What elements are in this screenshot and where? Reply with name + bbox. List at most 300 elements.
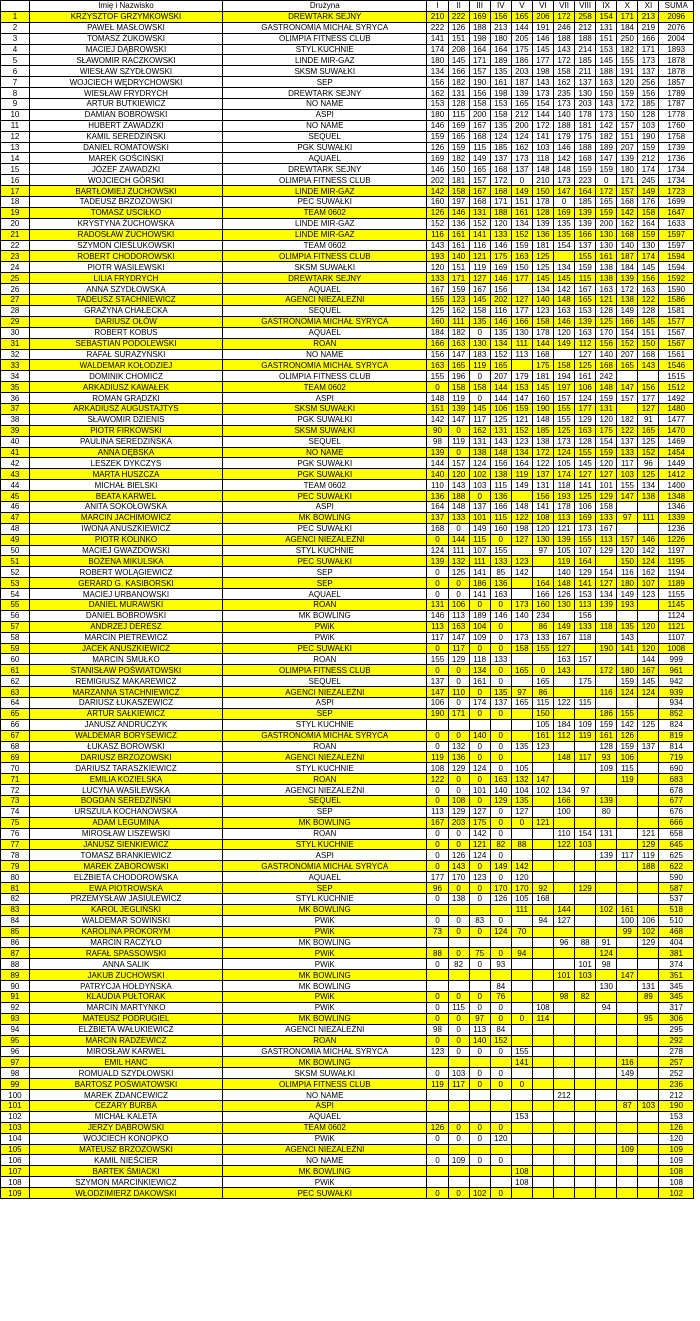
score-cell: 171: [469, 55, 490, 66]
score-cell: 173: [554, 436, 575, 447]
score-cell: 258: [575, 11, 596, 22]
score-cell: 130: [596, 981, 617, 992]
score-cell: 145: [469, 403, 490, 414]
score-cell: [596, 1133, 617, 1144]
score-cell: 167: [427, 284, 448, 295]
score-cell: 106: [638, 915, 659, 926]
sum-cell: 1155: [659, 589, 694, 600]
score-cell: 165: [490, 360, 511, 371]
team-cell: PEC SUWAŁKI: [223, 491, 427, 502]
score-cell: [427, 1111, 448, 1122]
table-row: [1, 708, 694, 719]
table-row: [1, 44, 694, 55]
team-cell: STYL KUCHNIE: [223, 894, 427, 905]
score-cell: 94: [596, 1002, 617, 1013]
score-cell: 106: [617, 752, 638, 763]
score-cell: 159: [511, 240, 532, 251]
score-cell: 128: [448, 99, 469, 110]
score-cell: [638, 752, 659, 763]
score-cell: 222: [427, 22, 448, 33]
score-cell: 144: [638, 654, 659, 665]
score-cell: 148: [511, 501, 532, 512]
score-cell: [575, 1024, 596, 1035]
team-cell: PEC SUWAŁKI: [223, 643, 427, 654]
player-name-cell: TOMASZ BRANKIEWICZ: [29, 850, 222, 861]
score-cell: [554, 817, 575, 828]
score-cell: [448, 981, 469, 992]
score-cell: 256: [638, 77, 659, 88]
score-cell: 161: [617, 904, 638, 915]
score-cell: 105: [554, 545, 575, 556]
score-cell: 185: [532, 425, 553, 436]
table-row: [1, 469, 694, 480]
score-cell: 121: [532, 817, 553, 828]
team-cell: GASTRONOMIA MICHAŁ SYRYCA: [223, 1046, 427, 1057]
score-cell: 0: [448, 425, 469, 436]
score-cell: 158: [554, 360, 575, 371]
table-row: [1, 643, 694, 654]
player-name-cell: ANNA SALIK: [29, 959, 222, 970]
score-cell: 153: [511, 382, 532, 393]
score-cell: 175: [469, 817, 490, 828]
score-cell: [596, 992, 617, 1003]
score-cell: 124: [427, 545, 448, 556]
sum-cell: 690: [659, 763, 694, 774]
table-row: [1, 654, 694, 665]
score-cell: [511, 578, 532, 589]
score-cell: 124: [511, 131, 532, 142]
table-row: [1, 632, 694, 643]
score-cell: 166: [532, 589, 553, 600]
table-row: [1, 99, 694, 110]
score-cell: [532, 1177, 553, 1188]
score-cell: 140: [596, 349, 617, 360]
team-cell: SEP: [223, 708, 427, 719]
score-cell: 181: [532, 240, 553, 251]
score-cell: [596, 1046, 617, 1057]
score-cell: 101: [469, 785, 490, 796]
score-cell: [448, 1144, 469, 1155]
score-cell: 203: [511, 66, 532, 77]
sum-cell: 1470: [659, 425, 694, 436]
table-row: [1, 251, 694, 262]
player-name-cell: ARKADIUSZ KAWAŁEK: [29, 382, 222, 393]
score-cell: 182: [448, 153, 469, 164]
score-cell: [638, 806, 659, 817]
score-cell: [575, 1057, 596, 1068]
sum-cell: 252: [659, 1068, 694, 1079]
sum-cell: 1107: [659, 632, 694, 643]
score-cell: 158: [638, 207, 659, 218]
score-cell: 194: [554, 371, 575, 382]
rank-cell: 9: [1, 99, 30, 110]
score-cell: 123: [511, 436, 532, 447]
score-cell: [638, 730, 659, 741]
team-cell: SEP: [223, 806, 427, 817]
score-cell: 0: [448, 785, 469, 796]
sum-cell: 1469: [659, 436, 694, 447]
score-cell: 188: [469, 22, 490, 33]
score-cell: [532, 1144, 553, 1155]
score-cell: 189: [469, 610, 490, 621]
score-cell: 152: [511, 229, 532, 240]
score-cell: 167: [575, 284, 596, 295]
rank-cell: 30: [1, 327, 30, 338]
score-cell: 155: [617, 55, 638, 66]
player-name-cell: WIESŁAW SZYDŁOWSKI: [29, 66, 222, 77]
score-cell: 144: [490, 382, 511, 393]
score-cell: 159: [511, 403, 532, 414]
score-cell: 167: [427, 817, 448, 828]
score-cell: 165: [448, 131, 469, 142]
sum-cell: 587: [659, 883, 694, 894]
score-cell: 169: [469, 11, 490, 22]
score-cell: 115: [448, 1002, 469, 1013]
score-cell: 155: [575, 251, 596, 262]
score-cell: 151: [448, 262, 469, 273]
score-cell: 139: [575, 207, 596, 218]
score-cell: 134: [554, 262, 575, 273]
score-cell: [427, 981, 448, 992]
team-cell: LINDE MIR-GAZ: [223, 229, 427, 240]
score-cell: 143: [427, 240, 448, 251]
score-cell: 175: [575, 676, 596, 687]
score-cell: [448, 970, 469, 981]
score-cell: 158: [596, 501, 617, 512]
table-row: [1, 197, 694, 208]
score-cell: [596, 1079, 617, 1090]
table-row: [1, 11, 694, 22]
score-cell: [638, 1144, 659, 1155]
player-name-cell: MACIEJ GWAZDOWSKI: [29, 545, 222, 556]
player-name-cell: WIESŁAW FRYDRYCH: [29, 88, 222, 99]
team-cell: SKSM SUWAŁKI: [223, 425, 427, 436]
score-cell: 125: [575, 360, 596, 371]
player-name-cell: RADOSŁAW ŻUCHOWSKI: [29, 229, 222, 240]
score-cell: [617, 861, 638, 872]
score-cell: 84: [490, 981, 511, 992]
score-cell: 166: [554, 796, 575, 807]
score-cell: 171: [490, 197, 511, 208]
score-cell: 0: [469, 643, 490, 654]
table-row: [1, 948, 694, 959]
score-cell: [617, 1133, 638, 1144]
score-cell: 104: [469, 621, 490, 632]
score-cell: [427, 1057, 448, 1068]
score-cell: 116: [617, 567, 638, 578]
table-row: [1, 763, 694, 774]
score-cell: 133: [490, 556, 511, 567]
score-cell: 0: [469, 959, 490, 970]
score-cell: [448, 1177, 469, 1188]
score-cell: 153: [575, 589, 596, 600]
score-cell: 145: [638, 316, 659, 327]
score-cell: 144: [532, 109, 553, 120]
score-cell: 0: [448, 774, 469, 785]
team-cell: PEC SUWAŁKI: [223, 523, 427, 534]
sum-cell: 1592: [659, 273, 694, 284]
score-cell: 152: [490, 349, 511, 360]
score-cell: 188: [554, 120, 575, 131]
score-cell: [638, 970, 659, 981]
score-cell: 0: [448, 1013, 469, 1024]
score-cell: [617, 959, 638, 970]
rank-cell: 69: [1, 752, 30, 763]
score-cell: [554, 1111, 575, 1122]
score-cell: [596, 872, 617, 883]
team-cell: PEC SUWAŁKI: [223, 197, 427, 208]
score-cell: 153: [596, 44, 617, 55]
score-cell: 158: [448, 186, 469, 197]
table-row: [1, 109, 694, 120]
score-cell: 119: [448, 393, 469, 404]
sum-cell: 1124: [659, 610, 694, 621]
score-cell: [617, 937, 638, 948]
score-cell: 180: [617, 665, 638, 676]
score-cell: 0: [427, 850, 448, 861]
score-cell: 0: [448, 1046, 469, 1057]
score-cell: [638, 708, 659, 719]
sum-cell: 1197: [659, 545, 694, 556]
rank-cell: 100: [1, 1090, 30, 1101]
score-cell: 75: [469, 948, 490, 959]
score-cell: 155: [532, 643, 553, 654]
score-cell: 125: [532, 251, 553, 262]
rank-cell: 62: [1, 676, 30, 687]
score-cell: 123: [427, 1046, 448, 1057]
score-cell: 150: [448, 164, 469, 175]
score-cell: 0: [427, 1155, 448, 1166]
table-row: [1, 904, 694, 915]
player-name-cell: MAREK ZABOROWSKI: [29, 861, 222, 872]
score-cell: 158: [469, 382, 490, 393]
table-row: [1, 491, 694, 502]
score-cell: 89: [638, 992, 659, 1003]
score-cell: [511, 1155, 532, 1166]
score-cell: 156: [532, 491, 553, 502]
score-cell: 82: [448, 959, 469, 970]
table-row: [1, 186, 694, 197]
score-cell: 203: [448, 817, 469, 828]
score-cell: 131: [596, 403, 617, 414]
score-cell: [638, 1177, 659, 1188]
rank-cell: 20: [1, 218, 30, 229]
score-cell: [617, 1111, 638, 1122]
rank-cell: 11: [1, 120, 30, 131]
table-row: [1, 414, 694, 425]
score-cell: 140: [490, 785, 511, 796]
score-cell: 120: [596, 414, 617, 425]
score-cell: 121: [469, 839, 490, 850]
score-cell: 0: [469, 491, 490, 502]
score-cell: 153: [575, 305, 596, 316]
score-cell: [575, 1111, 596, 1122]
score-cell: 154: [596, 567, 617, 578]
rank-cell: 65: [1, 708, 30, 719]
table-row: [1, 687, 694, 698]
rank-cell: 34: [1, 371, 30, 382]
score-cell: [554, 1133, 575, 1144]
table-row: [1, 1079, 694, 1090]
table-row: [1, 371, 694, 382]
table-row: [1, 621, 694, 632]
score-cell: 137: [575, 77, 596, 88]
player-name-cell: WŁODZIMIERZ DAKOWSKI: [29, 1188, 222, 1199]
score-cell: [575, 981, 596, 992]
score-cell: 141: [469, 567, 490, 578]
score-cell: 175: [532, 360, 553, 371]
rank-cell: 95: [1, 1035, 30, 1046]
score-cell: 106: [490, 403, 511, 414]
score-cell: [532, 763, 553, 774]
score-cell: 165: [448, 360, 469, 371]
sum-cell: 1633: [659, 218, 694, 229]
score-cell: 109: [617, 1144, 638, 1155]
rank-cell: 4: [1, 44, 30, 55]
score-cell: 142: [596, 120, 617, 131]
score-cell: 245: [638, 175, 659, 186]
table-row: [1, 142, 694, 153]
score-cell: 126: [617, 730, 638, 741]
score-cell: 137: [490, 153, 511, 164]
score-cell: [532, 1068, 553, 1079]
score-cell: [596, 1144, 617, 1155]
score-cell: 156: [638, 273, 659, 284]
score-cell: 124: [469, 763, 490, 774]
score-cell: 146: [554, 316, 575, 327]
score-cell: 168: [617, 229, 638, 240]
score-cell: [511, 992, 532, 1003]
team-cell: NO NAME: [223, 1090, 427, 1101]
player-name-cell: KAMIL NIEŚCIER: [29, 1155, 222, 1166]
score-cell: 0: [427, 589, 448, 600]
score-cell: [575, 861, 596, 872]
score-cell: [511, 828, 532, 839]
score-cell: 151: [617, 131, 638, 142]
sum-cell: 1189: [659, 578, 694, 589]
score-cell: 183: [469, 349, 490, 360]
score-cell: [617, 1046, 638, 1057]
player-name-cell: ANNA DĘBSKA: [29, 447, 222, 458]
sum-cell: 2004: [659, 33, 694, 44]
table-row: [1, 1068, 694, 1079]
score-cell: 173: [511, 599, 532, 610]
score-cell: 178: [575, 109, 596, 120]
rank-cell: 67: [1, 730, 30, 741]
score-cell: 145: [448, 55, 469, 66]
score-cell: 128: [638, 305, 659, 316]
score-cell: 191: [617, 66, 638, 77]
score-cell: 140: [427, 469, 448, 480]
score-cell: 168: [469, 197, 490, 208]
score-cell: 137: [427, 676, 448, 687]
score-cell: [575, 817, 596, 828]
score-cell: [617, 796, 638, 807]
score-cell: 165: [638, 425, 659, 436]
score-cell: 154: [596, 436, 617, 447]
score-cell: 0: [427, 785, 448, 796]
score-cell: 127: [596, 578, 617, 589]
score-cell: 0: [427, 1068, 448, 1079]
score-cell: 198: [532, 66, 553, 77]
score-cell: 139: [511, 88, 532, 99]
score-cell: 0: [490, 1002, 511, 1013]
score-cell: 111: [511, 904, 532, 915]
team-cell: ASPI: [223, 698, 427, 709]
rank-cell: 92: [1, 1002, 30, 1013]
player-name-cell: DANIEL MURAWSKI: [29, 599, 222, 610]
rank-cell: 47: [1, 512, 30, 523]
score-cell: [617, 828, 638, 839]
score-cell: 172: [532, 447, 553, 458]
score-cell: [490, 1057, 511, 1068]
score-cell: 197: [554, 382, 575, 393]
player-name-cell: GRAŻYNA CHAŁECKA: [29, 305, 222, 316]
score-cell: 197: [448, 197, 469, 208]
score-cell: 145: [532, 382, 553, 393]
score-cell: [427, 1177, 448, 1188]
player-name-cell: MARCIN RACZYŁO: [29, 937, 222, 948]
score-cell: 127: [596, 469, 617, 480]
score-cell: 168: [638, 349, 659, 360]
score-cell: [511, 981, 532, 992]
score-cell: 0: [490, 643, 511, 654]
score-cell: 153: [511, 1111, 532, 1122]
score-cell: 124: [638, 687, 659, 698]
score-cell: 167: [596, 523, 617, 534]
score-cell: [427, 937, 448, 948]
score-cell: 151: [427, 403, 448, 414]
score-cell: 149: [638, 186, 659, 197]
rank-cell: 97: [1, 1057, 30, 1068]
score-cell: 159: [638, 142, 659, 153]
score-cell: [596, 817, 617, 828]
team-cell: TEAM 0602: [223, 207, 427, 218]
score-cell: 156: [490, 458, 511, 469]
sum-cell: 934: [659, 698, 694, 709]
score-cell: 174: [427, 44, 448, 55]
sum-cell: 1512: [659, 382, 694, 393]
score-cell: 146: [532, 33, 553, 44]
team-cell: ROAN: [223, 774, 427, 785]
table-row: [1, 523, 694, 534]
score-cell: 161: [448, 229, 469, 240]
sum-cell: 381: [659, 948, 694, 959]
player-name-cell: MICHAŁ BIELSKI: [29, 480, 222, 491]
team-cell: OLIMPIA FITNESS CLUB: [223, 665, 427, 676]
score-cell: 0: [490, 948, 511, 959]
score-cell: 117: [617, 850, 638, 861]
score-cell: 180: [427, 55, 448, 66]
score-cell: 120: [596, 458, 617, 469]
score-cell: [554, 1035, 575, 1046]
score-cell: 145: [575, 458, 596, 469]
score-cell: 152: [511, 425, 532, 436]
score-cell: 115: [490, 512, 511, 523]
score-cell: 117: [427, 632, 448, 643]
player-name-cell: LUCYNA WASILEWSKA: [29, 785, 222, 796]
score-cell: 129: [575, 414, 596, 425]
score-cell: 184: [617, 22, 638, 33]
score-cell: 157: [448, 458, 469, 469]
sum-cell: 622: [659, 861, 694, 872]
score-cell: 76: [490, 992, 511, 1003]
score-cell: 0: [427, 839, 448, 850]
score-cell: 168: [532, 349, 553, 360]
sum-cell: 814: [659, 741, 694, 752]
score-cell: 137: [427, 512, 448, 523]
score-cell: 139: [596, 599, 617, 610]
